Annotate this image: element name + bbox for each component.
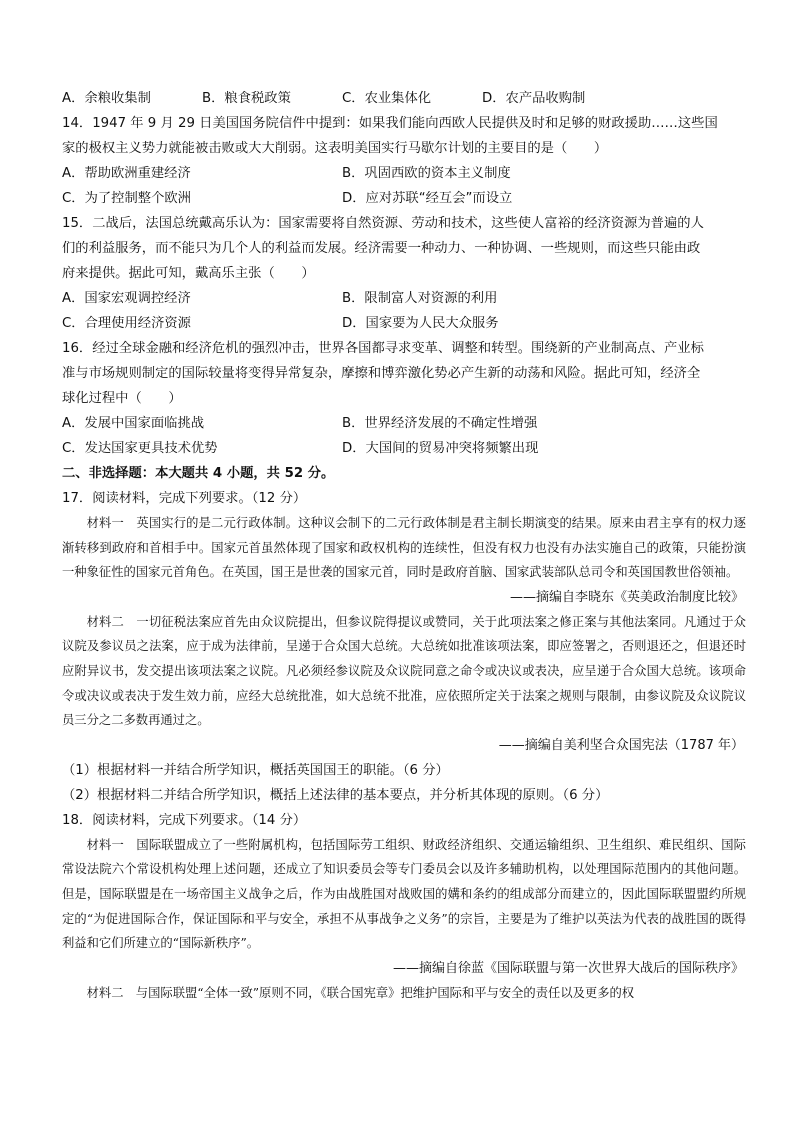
- q16-option-b[interactable]: B．世界经济发展的不确定性增强: [342, 416, 538, 431]
- q18-material-2: [62, 981, 746, 1006]
- exam-page: [62, 86, 746, 1005]
- q17-requirement-1: （1）根据材料一并结合所学知识，概括英国国王的职能。（6 分）: [62, 762, 449, 778]
- q14-stem-line-2: 家的极权主义势力就能被击败或大大削弱。这表明美国实行马歇尔计划的主要目的是（ ）: [62, 141, 608, 156]
- q14-stem-line-1: 14．1947 年 9 月 29 日美国国务院信件中提到：如果我们能向西欧人民提供及时和足够的财政援助……这些国: [62, 116, 718, 131]
- section-heading: 二、非选择题：本大题共 4 小题，共 52 分。: [62, 466, 335, 481]
- q17-material-1-source: ——摘编自李晓东《英美政治制度比较》: [509, 589, 744, 605]
- q17-material-1-label: 材料一: [86, 516, 124, 530]
- q18-material-1-source: ——摘编自徐蓝《国际联盟与第一次世界大战后的国际秩序》: [392, 960, 744, 976]
- q15-stem-line-2: 们的利益服务，而不能只为几个人的利益而发展。经济需要一种动力、一种协调、一些规则，而这些只能由政: [62, 241, 701, 256]
- q14-option-d[interactable]: D．应对苏联“经互会”而设立: [342, 191, 513, 206]
- q13-option-d[interactable]: D．农产品收购制: [482, 91, 586, 106]
- q16-stem-line-1: 16．经过全球金融和经济危机的强烈冲击，世界各国都寻求变革、调整和转型。围绕新的产业制高点、产业标: [62, 341, 704, 356]
- q16-option-a[interactable]: A．发展中国家面临挑战: [62, 416, 205, 431]
- q15-option-c[interactable]: C．合理使用经济资源: [62, 316, 191, 331]
- q14-option-b[interactable]: B．巩固西欧的资本主义制度: [342, 166, 511, 181]
- q18-material-1-label: 材料一: [86, 837, 124, 852]
- q14-option-c[interactable]: C．为了控制整个欧洲: [62, 191, 191, 206]
- q18-material-1: [62, 833, 746, 956]
- q14-options-row-1: [62, 161, 746, 186]
- q17-material-1-text: 英国实行的是二元行政体制。这种议会制下的二元行政体制是君主制长期演变的结果。原来由君主享有的权力逐渐转移到政府和首相手中。国家元首虽然体现了国家和政权机构的连续性，但没有权力也没有办法实施自己的政策，只能扮演一种象征性的国家元首角色。在英国，国王是世袭的国家元首，同时是政府首脑、国家武装部队总司令和英国国教世俗领袖。: [62, 516, 746, 580]
- q15-option-a[interactable]: A．国家宏观调控经济: [62, 291, 191, 306]
- q16-options-row-1: [62, 411, 746, 436]
- q17-title: 17．阅读材料，完成下列要求。（12 分）: [62, 491, 307, 506]
- q13-option-a[interactable]: A．余粮收集制: [62, 91, 151, 106]
- q18-material-1-text: 国际联盟成立了一些附属机构，包括国际劳工组织、财政经济组织、交通运输组织、卫生组织、难民组织、国际常设法院六个常设机构处理上述问题，还成立了知识委员会等专门委员会以及许多辅助机构，以处理国际范围内的其他问题。但是，国际联盟是在一场帝国主义战争之后，作为由战胜国对战败国的媾和条约的组成部分而建立的，因此国际联盟盟约所规定的“为促进国际合作，保证国际和平与安全，承担不从事战争之义务”的宗旨，主要是为了维护以英法为代表的战胜国的既得利益和它们所建立的“国际新秩序”。: [62, 837, 746, 951]
- q18-material-2-text: 与国际联盟“全体一致”原则不同，《联合国宪章》把维护国际和平与安全的责任以及更多的权: [123, 985, 635, 1000]
- q15-option-d[interactable]: D．国家要为人民大众服务: [342, 316, 499, 331]
- q16-stem-line-2: 准与市场规则制定的国际较量将变得异常复杂，摩擦和博弈激化势必产生新的动荡和风险。据此可知，经济全: [62, 366, 701, 381]
- q16-option-d[interactable]: D．大国间的贸易冲突将频繁出现: [342, 441, 539, 456]
- q17-material-2: [62, 610, 746, 733]
- q15-option-b[interactable]: B．限制富人对资源的利用: [342, 291, 498, 306]
- q15-options-row-1: [62, 286, 746, 311]
- q14-option-a[interactable]: A．帮助欧洲重建经济: [62, 166, 191, 181]
- q18-material-2-label: 材料二: [86, 985, 124, 1000]
- q16-options-row-2: [62, 436, 746, 461]
- q17-material-2-label: 材料二: [86, 614, 124, 629]
- q17-material-1: [62, 511, 746, 585]
- q17-requirement-2: （2）根据材料二并结合所学知识，概括上述法律的基本要点，并分析其体现的原则。（6 分）: [62, 787, 609, 803]
- q15-stem-line-1: 15．二战后，法国总统戴高乐认为：国家需要将自然资源、劳动和技术，这些使人富裕的经济资源为普遍的人: [62, 216, 704, 231]
- q13-option-b[interactable]: B．粮食税政策: [202, 91, 291, 106]
- q17-material-2-text: 一切征税法案应首先由众议院提出，但参议院得提议或赞同，关于此项法案之修正案与其他法案同。凡通过于众议院及参议员之法案，应于成为法律前，呈递于合众国大总统。大总统如批准该项法案，即应签署之，否则退还之，但退还时应附异议书，发交提出该项法案之议院。凡必须经参议院及众议院同意之命令或决议或表决，应呈递于合众国大总统。该项命令或决议或表决于发生效力前，应经大总统批准，如大总统不批准，应依照所定关于法案之规则与限制，由参议院及众议院议员三分之二多数再通过之。: [62, 614, 746, 728]
- q17-material-2-source: ——摘编自美利坚合众国宪法（1787 年）: [498, 737, 744, 753]
- q16-stem-line-3: 球化过程中（ ）: [62, 391, 182, 406]
- q14-options-row-2: [62, 186, 746, 211]
- q16-option-c[interactable]: C．发达国家更具技术优势: [62, 441, 218, 456]
- q15-stem-line-3: 府来提供。据此可知，戴高乐主张（ ）: [62, 266, 315, 281]
- q13-options: [62, 86, 746, 111]
- q18-title: 18．阅读材料，完成下列要求。（14 分）: [62, 812, 307, 828]
- q13-option-c[interactable]: C．农业集体化: [342, 91, 432, 106]
- q15-options-row-2: [62, 311, 746, 336]
